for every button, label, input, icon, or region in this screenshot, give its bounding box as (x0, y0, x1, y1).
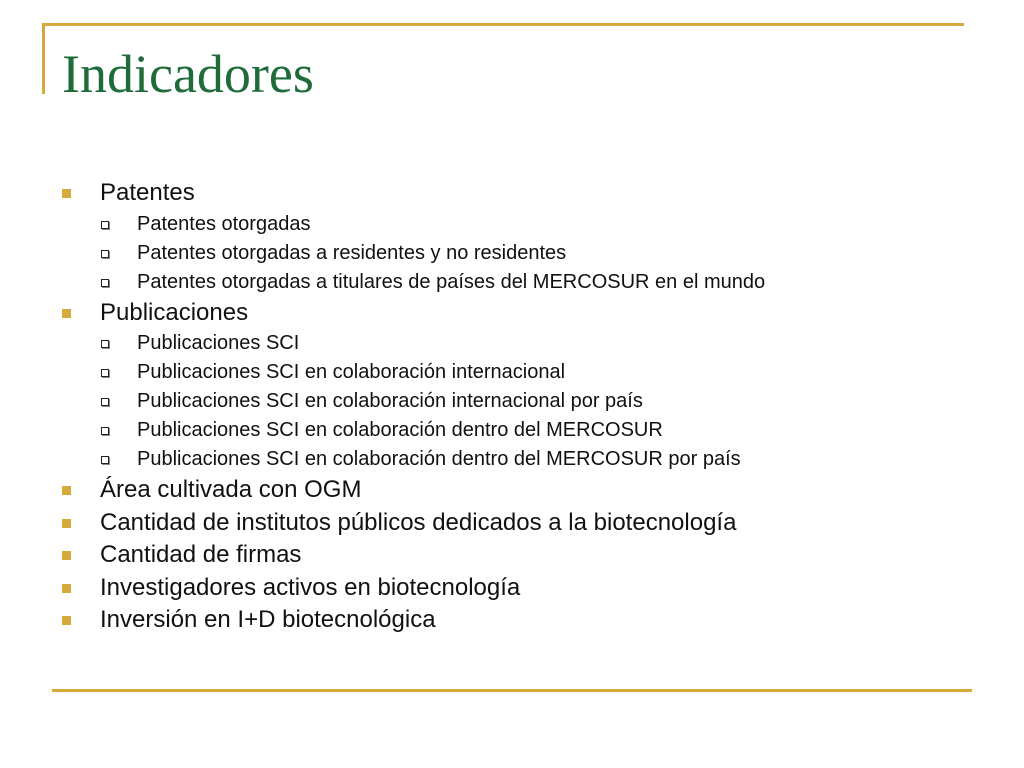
hollow-square-bullet-icon (101, 369, 109, 377)
list-item-text: Inversión en I+D biotecnológica (100, 606, 436, 633)
sub-list-item-text: Publicaciones SCI en colaboración internacional (137, 361, 566, 383)
sub-list-item-text: Patentes otorgadas a titulares de países del MERCOSUR en el mundo (137, 270, 766, 293)
bullet-list (0, 177, 1024, 637)
square-bullet-icon (62, 486, 71, 495)
list-item (0, 297, 1024, 330)
hollow-square-bullet-icon (101, 221, 109, 229)
hollow-square-bullet-icon (101, 250, 109, 258)
list-item-text: Área cultivada con OGM (100, 476, 362, 503)
sub-list-item (0, 268, 1024, 297)
left-rule (42, 23, 45, 94)
sub-list-item-text: Publicaciones SCI en colaboración internacional por país (137, 390, 643, 412)
sub-list-item (0, 358, 1024, 387)
sub-list-item (0, 445, 1024, 474)
list-item-text: Publicaciones (100, 298, 249, 326)
square-bullet-icon (62, 189, 71, 198)
list-item (0, 572, 1024, 605)
list-item (0, 539, 1024, 572)
list-item (0, 474, 1024, 507)
square-bullet-icon (62, 519, 71, 528)
list-item (0, 507, 1024, 540)
sub-list-item (0, 329, 1024, 358)
square-bullet-icon (62, 616, 71, 625)
list-item-text: Cantidad de firmas (100, 541, 302, 568)
sub-list-item-text: Patentes otorgadas (137, 212, 311, 235)
sub-list-item (0, 416, 1024, 445)
sub-list-item-text: Patentes otorgadas a residentes y no residentes (137, 241, 567, 264)
square-bullet-icon (62, 584, 71, 593)
sub-list-item (0, 210, 1024, 239)
top-rule (42, 23, 964, 26)
hollow-square-bullet-icon (101, 427, 109, 435)
list-item-text: Patentes (100, 179, 195, 206)
list-item-text: Investigadores activos en biotecnología (100, 573, 521, 601)
sub-list-item-text: Publicaciones SCI (137, 332, 300, 354)
list-item (0, 604, 1024, 637)
hollow-square-bullet-icon (101, 279, 109, 287)
list-item-text: Cantidad de institutos públicos dedicados a la biotecnología (100, 508, 737, 536)
sub-list-item (0, 387, 1024, 416)
square-bullet-icon (62, 551, 71, 560)
sub-list-item-text: Publicaciones SCI en colaboración dentro del MERCOSUR por país (137, 448, 741, 470)
bottom-rule (52, 689, 972, 692)
hollow-square-bullet-icon (101, 340, 109, 348)
square-bullet-icon (62, 309, 71, 318)
hollow-square-bullet-icon (101, 456, 109, 464)
sub-list-item-text: Publicaciones SCI en colaboración dentro del MERCOSUR (137, 419, 663, 441)
sub-list-item (0, 239, 1024, 268)
hollow-square-bullet-icon (101, 398, 109, 406)
slide-title: Indicadores (62, 44, 314, 104)
list-item (0, 177, 1024, 210)
